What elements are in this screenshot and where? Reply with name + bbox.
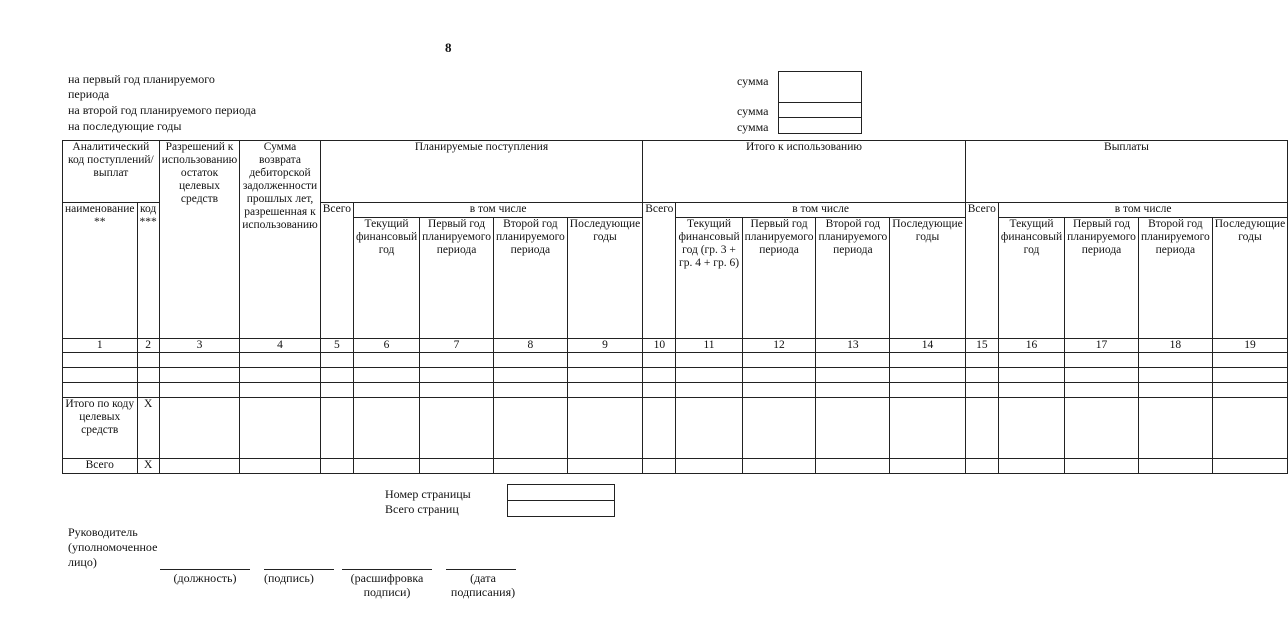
line-first-year: на первый год планируемого [68,72,215,86]
col-number: 6 [353,339,419,353]
header-name: наименование ** [63,203,138,339]
col-number: 11 [676,339,742,353]
header-next-years: Последующие годы [890,218,965,339]
col-number: 12 [742,339,816,353]
sum-label-2: сумма [737,104,769,118]
header-code: код *** [137,203,159,339]
page-number: 8 [445,40,452,55]
header-including: в том числе [676,203,965,218]
col-number: 16 [998,339,1064,353]
header-current-year-note: Текущий финансовый год (гр. 3 + гр. 4 + гр. 6) [676,218,742,339]
sig-label-decode: (расшифровка подписи) [350,571,424,599]
header-planned-receipts: Планируемые поступления [320,141,642,203]
header-second-year: Второй год планируемого периода [493,218,567,339]
col-number: 9 [567,339,642,353]
col-number: 2 [137,339,159,353]
header-current-year: Текущий финансовый год [353,218,419,339]
header-total: Всего [643,203,676,339]
page-number-field[interactable] [507,484,615,501]
table-row-itogo [63,398,1288,459]
header-analytic-code: Аналитический код поступлений/выплат [63,141,160,203]
x-mark: Х [137,398,159,459]
sig-label-date: (дата подписания) [450,571,516,599]
sum-field-1[interactable] [778,71,862,104]
header-permitted-balance: Разрешений к использованию остаток целевых средств [159,141,240,339]
col-number: 8 [493,339,567,353]
header-next-years: Последующие годы [567,218,642,339]
col-number: 14 [890,339,965,353]
signature-line-decode [342,569,432,570]
sig-label-signature: (подпись) [264,571,314,585]
signature-line-signature [264,569,334,570]
header-including: в том числе [353,203,642,218]
col-number: 5 [320,339,353,353]
col-number: 17 [1065,339,1139,353]
row-label-itogo: Итого по коду целевых средств [63,398,138,459]
header-second-year: Второй год планируемого периода [816,218,890,339]
x-mark: Х [137,459,159,474]
sum-label-3: сумма [737,120,769,134]
header-first-year: Первый год планируемого периода [420,218,494,339]
header-first-year: Первый год планируемого периода [742,218,816,339]
header-payments: Выплаты [965,141,1287,203]
col-number: 13 [816,339,890,353]
col-number: 15 [965,339,998,353]
signature-line-date [446,569,516,570]
page-number-label: Номер страницы [385,487,471,501]
header-second-year: Второй год планируемого периода [1138,218,1212,339]
sum-field-3[interactable] [778,117,862,134]
sig-label-position: (должность) [173,571,237,585]
col-number: 7 [420,339,494,353]
total-pages-field[interactable] [507,500,615,517]
header-including: в том числе [998,203,1287,218]
header-current-year: Текущий финансовый год [998,218,1064,339]
sum-label-1: сумма [737,74,769,88]
header-total: Всего [320,203,353,339]
col-number: 10 [643,339,676,353]
head-label: Руководитель (уполномоченное лицо) [68,525,158,569]
table-row-vsego [63,459,1288,474]
total-pages-label: Всего страниц [385,502,459,516]
col-number: 4 [240,339,321,353]
header-refund-sum: Сумма возврата дебиторской задолженности прошлых лет, разрешенная к использованию [240,141,321,339]
table-row [63,368,1288,383]
signature-line-position [160,569,250,570]
row-label-vsego: Всего [63,459,138,474]
line-second-year: на второй год планируемого периода [68,103,257,117]
table-row [63,353,1288,368]
budget-table [62,140,1288,474]
header-total-use: Итого к использованию [643,141,965,203]
col-number: 3 [159,339,240,353]
line-first-year-cont: периода [68,87,110,101]
header-first-year: Первый год планируемого периода [1065,218,1139,339]
col-number: 19 [1212,339,1287,353]
line-next-years: на последующие годы [68,119,182,133]
col-number: 1 [63,339,138,353]
col-number: 18 [1138,339,1212,353]
header-total: Всего [965,203,998,339]
header-next-years: Последующие годы [1212,218,1287,339]
table-row [63,383,1288,398]
